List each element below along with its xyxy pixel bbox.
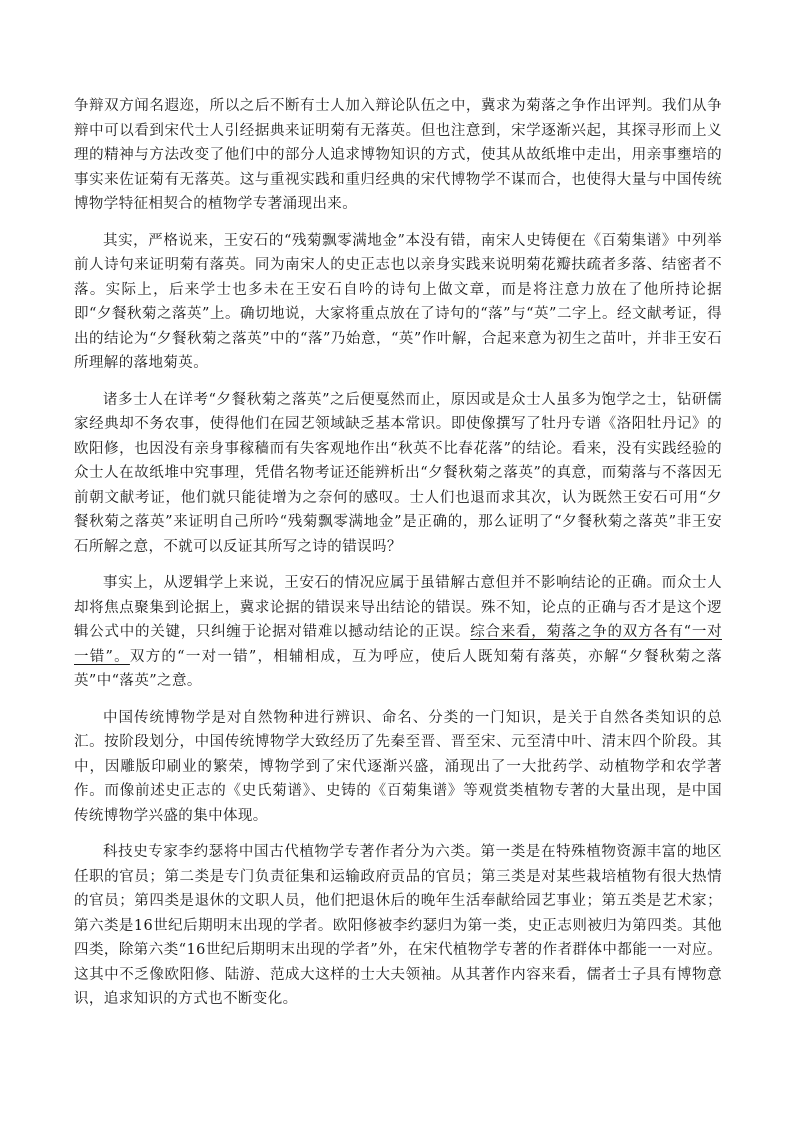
paragraph-2: 其实，严格说来，王安石的“残菊飘零满地金”本没有错，南宋人史铸便在《百菊集谱》中列举前人诗句来证明菊有落英。同为南宋人的史正志也以亲身实践来说明菊花瓣扶疏者多落、结密者不落。实际上，后来学士也多未在王安石自吟的诗句上做文章，而是将注意力放在了他所持论据即“夕餐秋菊之落英”上。确切地说，大家将重点放在了诗句的“落”与“英”二字上。经文献考证，得出的结论为“夕餐秋菊之落英”中的“落”乃始意，“英”作叶解，合起来意为初生之苗叶，并非王安石所理解的落地菊英。 bbox=[74, 232, 722, 371]
paragraph-1: 争辩双方闻名遐迩，所以之后不断有士人加入辩论队伍之中，冀求为菊落之争作出评判。我们从争辩中可以看到宋代士人引经据典来证明菊有无落英。但也注意到，宋学逐渐兴起，其探寻形而上义理的精神与方法改变了他们中的部分人追求博物知识的方式，使其从故纸堆中走出，用亲事壅培的事实来佐证菊有无落英。这与重视实践和重归经典的宋代博物学不谋而合，也使得大量与中国传统博物学特征相契合的植物学专著涌现出来。 bbox=[74, 98, 722, 212]
paragraph-3: 诸多士人在详考“夕餐秋菊之落英”之后便戛然而止，原因或是众士人虽多为饱学之士，钻研儒家经典却不务农事，使得他们在园艺领域缺乏基本常识。即使像撰写了牡丹专谱《洛阳牡丹记》的欧阳修，也因没有亲身事稼穑而有失客观地作出“秋英不比春花落”的结论。看来，没有实践经验的众士人在故纸堆中究事理，凭借名物考证还能辨析出“夕餐秋菊之落英”的真意，而菊落与不落因无前朝文献考证，他们就只能徒增为之奈何的感叹。士人们也退而求其次，认为既然王安石可用“夕餐秋菊之落英”来证明自己所吟“残菊飘零满地金”是正确的，那么证明了“夕餐秋菊之落英”非王安石所解之意，不就可以反证其所写之诗的错误吗？ bbox=[74, 391, 722, 555]
paragraph-4-text-after: 双方的“一对一错”，相辅相成，互为呼应，使后人既知菊有落英，亦解“夕餐秋菊之落英”中“落英”之意。 bbox=[74, 648, 723, 689]
paragraph-6: 科技史专家李约瑟将中国古代植物学专著作者分为六类。第一类是在特殊植物资源丰富的地区任职的官员；第二类是专门负责征集和运输政府贡品的官员；第三类是对某些栽培植物有很大热情的官员；第四类是退休的文职人员，他们把退休后的晚年生活奉献给园艺事业；第五类是艺术家；第六类是16世纪后期明末出现的学者。欧阳修被李约瑟归为第一类，史正志则被归为第四类。其他四类，除第六类“16世纪后期明末出现的学者”外，在宋代植物学专著的作者群体中都能一一对应。这其中不乏像欧阳修、陆游、范成大这样的士大夫领袖。从其著作内容来看，儒者士子具有博物意识，追求知识的方式也不断变化。 bbox=[74, 844, 722, 1007]
document-page bbox=[74, 94, 722, 1024]
paragraph-4 bbox=[74, 571, 722, 694]
paragraph-4-text-before: 事实上，从逻辑学上来说，王安石的情况应属于虽错解古意但并不影响结论的正确。而众士人却将焦点聚集到论据上，冀求论据的错误来导出结论的错误。殊不知，论点的正确与否才是这个逻辑公式中的关键，只纠缠于论据对错难以撼动结论的正误。 bbox=[74, 575, 722, 640]
paragraph-5: 中国传统博物学是对自然物种进行辨识、命名、分类的一门知识，是关于自然各类知识的总汇。按阶段划分，中国传统博物学大致经历了先秦至晋、晋至宋、元至清中叶、清末四个阶段。其中，因雕版印刷业的繁荣，博物学到了宋代逐渐兴盛，涌现出了一大批药学、动植物学和农学著作。而像前述史正志的《史氏菊谱》、史铸的《百菊集谱》等观赏类植物专著的大量出现，是中国传统博物学兴盛的集中体现。 bbox=[74, 709, 722, 824]
underlined-sentence: 综合来看，菊落之争的双方各有“一对一错”。 bbox=[74, 624, 722, 665]
